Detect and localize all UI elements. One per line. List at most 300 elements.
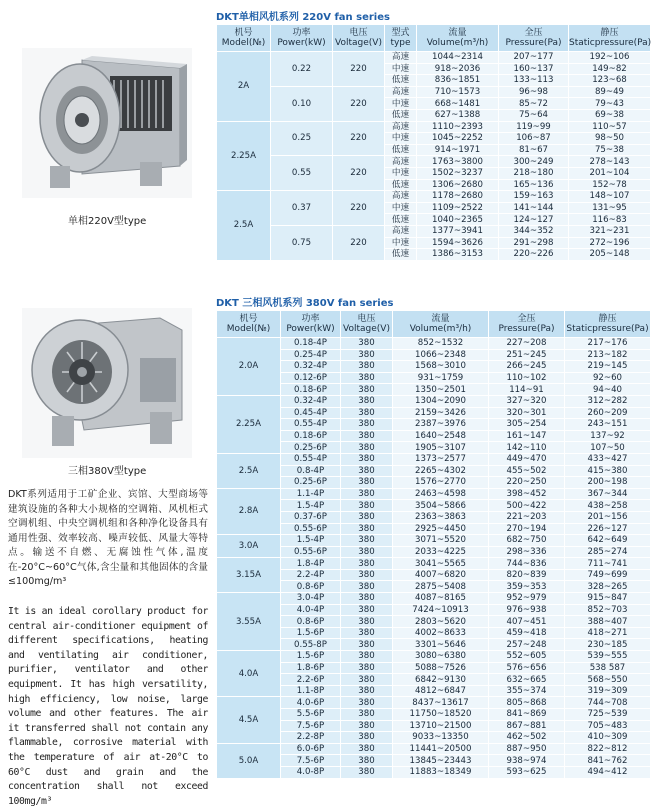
static-pressure-cell: 319~309 — [565, 685, 651, 697]
pressure-cell: 291~298 — [499, 237, 569, 249]
table-row — [217, 627, 651, 639]
static-pressure-cell: 272~196 — [569, 237, 651, 249]
static-pressure-cell: 201~104 — [569, 167, 651, 179]
power-cell: 1.1-8P — [281, 685, 341, 697]
table-row — [217, 361, 651, 373]
volume-cell: 1040~2365 — [417, 214, 499, 226]
voltage-cell: 380 — [341, 674, 393, 686]
static-pressure-cell: 260~209 — [565, 407, 651, 419]
volume-cell: 1066~2348 — [393, 349, 489, 361]
type-cell: 高速 — [385, 86, 417, 98]
volume-cell: 2925~4450 — [393, 523, 489, 535]
volume-cell: 11883~18349 — [393, 766, 489, 778]
table-row — [217, 569, 651, 581]
description-english: It is an ideal corollary product for central air-conditioner equipment of different specifications, heating and ventilating air conditioner, purifier, ventilator and other equipment. It has high versatility, high efficiency, low noise, large volume and other features. The air it transferred shall not contain any flammable, corrosive material with the temperature of air at-20°C to 60°C dust and grain and the concentration shall not exceed 100mg/m³ — [8, 606, 208, 807]
power-cell: 0.75 — [271, 225, 333, 260]
column-header: 机号 Model(№) — [217, 311, 281, 338]
static-pressure-cell: 367~344 — [565, 488, 651, 500]
pressure-cell: 270~194 — [489, 523, 565, 535]
column-header: 型式 type — [385, 25, 417, 52]
volume-cell: 1386~3153 — [417, 249, 499, 261]
volume-cell: 2363~3863 — [393, 511, 489, 523]
voltage-cell: 380 — [341, 523, 393, 535]
static-pressure-cell: 438~258 — [565, 500, 651, 512]
volume-cell: 1640~2548 — [393, 430, 489, 442]
power-cell: 1.5-6P — [281, 651, 341, 663]
power-cell: 0.55-6P — [281, 523, 341, 535]
power-cell: 0.37-6P — [281, 511, 341, 523]
pressure-cell: 407~451 — [489, 616, 565, 628]
static-pressure-cell: 822~812 — [565, 743, 651, 755]
voltage-cell: 380 — [341, 488, 393, 500]
volume-cell: 5088~7526 — [393, 662, 489, 674]
voltage-cell: 380 — [341, 477, 393, 489]
table-row — [217, 674, 651, 686]
voltage-cell: 380 — [341, 465, 393, 477]
volume-cell: 1304~2090 — [393, 395, 489, 407]
table-row — [217, 86, 651, 98]
pressure-cell: 320~301 — [489, 407, 565, 419]
pressure-cell: 298~336 — [489, 546, 565, 558]
power-cell: 0.32-4P — [281, 395, 341, 407]
volume-cell: 9033~13350 — [393, 732, 489, 744]
static-pressure-cell: 749~699 — [565, 569, 651, 581]
voltage-cell: 220 — [333, 86, 385, 121]
pressure-cell: 327~320 — [489, 395, 565, 407]
pressure-cell: 938~974 — [489, 755, 565, 767]
volume-cell: 931~1759 — [393, 372, 489, 384]
pressure-cell: 398~452 — [489, 488, 565, 500]
pressure-cell: 552~605 — [489, 651, 565, 663]
volume-cell: 2159~3426 — [393, 407, 489, 419]
static-pressure-cell: 75~38 — [569, 144, 651, 156]
table-row — [217, 349, 651, 361]
voltage-cell: 380 — [341, 569, 393, 581]
pressure-cell: 220~226 — [499, 249, 569, 261]
power-cell: 2.2-4P — [281, 569, 341, 581]
type-cell: 高速 — [385, 52, 417, 64]
static-pressure-cell: 192~106 — [569, 52, 651, 64]
type-cell: 高速 — [385, 191, 417, 203]
voltage-cell: 380 — [341, 453, 393, 465]
model-cell: 3.15A — [217, 558, 281, 593]
model-cell: 2.5A — [217, 453, 281, 488]
table-row — [217, 372, 651, 384]
volume-cell: 1110~2393 — [417, 121, 499, 133]
volume-cell: 1502~3237 — [417, 167, 499, 179]
type-cell: 低速 — [385, 249, 417, 261]
three-phase-spec-table — [216, 310, 651, 779]
three-phase-table-title: DKT 三相风机系列 380V fan series — [216, 298, 394, 309]
table-row — [217, 488, 651, 500]
static-pressure-cell: 89~49 — [569, 86, 651, 98]
table-row — [217, 755, 651, 767]
column-header: 功率 Power(kW) — [271, 25, 333, 52]
power-cell: 0.10 — [271, 86, 333, 121]
power-cell: 6.0-6P — [281, 743, 341, 755]
voltage-cell: 380 — [341, 766, 393, 778]
volume-cell: 7424~10913 — [393, 604, 489, 616]
static-pressure-cell: 568~550 — [565, 674, 651, 686]
static-pressure-cell: 278~143 — [569, 156, 651, 168]
table-row — [217, 338, 651, 350]
voltage-cell: 380 — [341, 662, 393, 674]
model-cell: 5.0A — [217, 743, 281, 778]
table-row — [217, 191, 651, 203]
volume-cell: 1763~3800 — [417, 156, 499, 168]
volume-cell: 1045~2252 — [417, 133, 499, 145]
model-cell: 2A — [217, 52, 271, 122]
power-cell: 0.18-6P — [281, 430, 341, 442]
model-cell: 3.0A — [217, 535, 281, 558]
volume-cell: 2265~4302 — [393, 465, 489, 477]
volume-cell: 1350~2501 — [393, 384, 489, 396]
type-cell: 低速 — [385, 109, 417, 121]
voltage-cell: 380 — [341, 720, 393, 732]
static-pressure-cell: 321~231 — [569, 225, 651, 237]
power-cell: 2.2-8P — [281, 732, 341, 744]
table-row — [217, 453, 651, 465]
table-row — [217, 639, 651, 651]
pressure-cell: 459~418 — [489, 627, 565, 639]
volume-cell: 11750~18520 — [393, 709, 489, 721]
power-cell: 5.5-6P — [281, 709, 341, 721]
single-phase-fan-photo — [22, 48, 192, 198]
static-pressure-cell: 149~82 — [569, 63, 651, 75]
volume-cell: 4087~8165 — [393, 593, 489, 605]
pressure-cell: 305~254 — [489, 419, 565, 431]
type-cell: 中速 — [385, 167, 417, 179]
power-cell: 1.5-6P — [281, 627, 341, 639]
table-row — [217, 500, 651, 512]
voltage-cell: 380 — [341, 627, 393, 639]
power-cell: 0.37 — [271, 191, 333, 226]
static-pressure-cell: 328~265 — [565, 581, 651, 593]
pressure-cell: 75~64 — [499, 109, 569, 121]
power-cell: 0.8-4P — [281, 465, 341, 477]
pressure-cell: 632~665 — [489, 674, 565, 686]
volume-cell: 1373~2577 — [393, 453, 489, 465]
table-row — [217, 546, 651, 558]
power-cell: 1.5-4P — [281, 500, 341, 512]
pressure-cell: 300~249 — [499, 156, 569, 168]
three-phase-caption: 三相380V型type — [68, 466, 147, 477]
volume-cell: 3080~6380 — [393, 651, 489, 663]
voltage-cell: 380 — [341, 732, 393, 744]
column-header: 静压 Staticpressure(Pa) — [565, 311, 651, 338]
voltage-cell: 380 — [341, 535, 393, 547]
pressure-cell: 593~625 — [489, 766, 565, 778]
type-cell: 中速 — [385, 98, 417, 110]
table-row — [217, 616, 651, 628]
table-row — [217, 225, 651, 237]
static-pressure-cell: 415~380 — [565, 465, 651, 477]
model-cell: 2.5A — [217, 191, 271, 261]
static-pressure-cell: 539~555 — [565, 651, 651, 663]
power-cell: 1.8-4P — [281, 558, 341, 570]
voltage-cell: 220 — [333, 121, 385, 156]
column-header: 功率 Power(kW) — [281, 311, 341, 338]
table-row — [217, 442, 651, 454]
power-cell: 0.12-6P — [281, 372, 341, 384]
type-cell: 中速 — [385, 133, 417, 145]
power-cell: 4.0-6P — [281, 697, 341, 709]
pressure-cell: 744~836 — [489, 558, 565, 570]
voltage-cell: 380 — [341, 709, 393, 721]
power-cell: 0.55-6P — [281, 546, 341, 558]
table-row — [217, 581, 651, 593]
static-pressure-cell: 205~148 — [569, 249, 651, 261]
pressure-cell: 220~250 — [489, 477, 565, 489]
model-cell: 2.8A — [217, 488, 281, 534]
volume-cell: 852~1532 — [393, 338, 489, 350]
pressure-cell: 359~353 — [489, 581, 565, 593]
pressure-cell: 159~163 — [499, 191, 569, 203]
volume-cell: 918~2036 — [417, 63, 499, 75]
volume-cell: 2875~5408 — [393, 581, 489, 593]
type-cell: 高速 — [385, 225, 417, 237]
voltage-cell: 220 — [333, 52, 385, 87]
power-cell: 0.25-6P — [281, 442, 341, 454]
power-cell: 0.55 — [271, 156, 333, 191]
pressure-cell: 160~137 — [499, 63, 569, 75]
power-cell: 0.32-4P — [281, 361, 341, 373]
pressure-cell: 462~502 — [489, 732, 565, 744]
model-cell: 2.0A — [217, 338, 281, 396]
static-pressure-cell: 69~38 — [569, 109, 651, 121]
static-pressure-cell: 79~43 — [569, 98, 651, 110]
pressure-cell: 85~72 — [499, 98, 569, 110]
table-row — [217, 651, 651, 663]
power-cell: 1.5-4P — [281, 535, 341, 547]
table-row — [217, 685, 651, 697]
volume-cell: 1178~2680 — [417, 191, 499, 203]
static-pressure-cell: 915~847 — [565, 593, 651, 605]
pressure-cell: 119~99 — [499, 121, 569, 133]
single-phase-caption: 单相220V型type — [68, 216, 147, 227]
static-pressure-cell: 494~412 — [565, 766, 651, 778]
pressure-cell: 805~868 — [489, 697, 565, 709]
static-pressure-cell: 98~50 — [569, 133, 651, 145]
pressure-cell: 449~470 — [489, 453, 565, 465]
volume-cell: 1044~2314 — [417, 52, 499, 64]
static-pressure-cell: 418~271 — [565, 627, 651, 639]
table-row — [217, 697, 651, 709]
volume-cell: 2803~5620 — [393, 616, 489, 628]
table-row — [217, 662, 651, 674]
volume-cell: 4812~6847 — [393, 685, 489, 697]
voltage-cell: 380 — [341, 743, 393, 755]
power-cell: 1.8-6P — [281, 662, 341, 674]
static-pressure-cell: 705~483 — [565, 720, 651, 732]
model-cell: 2.25A — [217, 395, 281, 453]
type-cell: 高速 — [385, 156, 417, 168]
pressure-cell: 218~180 — [499, 167, 569, 179]
power-cell: 0.25 — [271, 121, 333, 156]
volume-cell: 11441~20500 — [393, 743, 489, 755]
type-cell: 中速 — [385, 202, 417, 214]
description-chinese: DKT系列适用于工矿企业、宾馆、大型商场等建筑设施的各种大小规格的空调箱、风机柜式空调机组、中央空调机组和各种净化设备具有通用性强、效率较高、噪声较低、风量大等特点。输送不自燃、无腐蚀性气体,温度在-20°C~60°C气体,含尘量和其他固体的含量≤100mg/m³ — [8, 489, 208, 587]
voltage-cell: 220 — [333, 225, 385, 260]
volume-cell: 1109~2522 — [417, 202, 499, 214]
volume-cell: 836~1851 — [417, 75, 499, 87]
table-row — [217, 523, 651, 535]
power-cell: 3.0-4P — [281, 593, 341, 605]
volume-cell: 6842~9130 — [393, 674, 489, 686]
volume-cell: 1594~3626 — [417, 237, 499, 249]
voltage-cell: 380 — [341, 593, 393, 605]
voltage-cell: 380 — [341, 372, 393, 384]
model-cell: 2.25A — [217, 121, 271, 191]
voltage-cell: 380 — [341, 500, 393, 512]
voltage-cell: 380 — [341, 651, 393, 663]
column-header: 流量 Volume(m³/h) — [417, 25, 499, 52]
static-pressure-cell: 410~309 — [565, 732, 651, 744]
pressure-cell: 867~881 — [489, 720, 565, 732]
static-pressure-cell: 219~145 — [565, 361, 651, 373]
volume-cell: 710~1573 — [417, 86, 499, 98]
voltage-cell: 380 — [341, 384, 393, 396]
table-row — [217, 593, 651, 605]
pressure-cell: 266~245 — [489, 361, 565, 373]
type-cell: 中速 — [385, 63, 417, 75]
voltage-cell: 220 — [333, 156, 385, 191]
column-header: 电压 Voltage(V) — [341, 311, 393, 338]
volume-cell: 2387~3976 — [393, 419, 489, 431]
pressure-cell: 110~102 — [489, 372, 565, 384]
pressure-cell: 257~248 — [489, 639, 565, 651]
voltage-cell: 380 — [341, 361, 393, 373]
voltage-cell: 380 — [341, 442, 393, 454]
column-header: 全压 Pressure(Pa) — [499, 25, 569, 52]
power-cell: 0.8-6P — [281, 616, 341, 628]
pressure-cell: 124~127 — [499, 214, 569, 226]
power-cell: 0.18-4P — [281, 338, 341, 350]
column-header: 静压 Staticpressure(Pa) — [569, 25, 651, 52]
column-header: 机号 Model(№) — [217, 25, 271, 52]
power-cell: 1.1-4P — [281, 488, 341, 500]
static-pressure-cell: 107~50 — [565, 442, 651, 454]
volume-cell: 8437~13617 — [393, 697, 489, 709]
type-cell: 高速 — [385, 121, 417, 133]
voltage-cell: 380 — [341, 616, 393, 628]
table-row — [217, 407, 651, 419]
static-pressure-cell: 201~156 — [565, 511, 651, 523]
pressure-cell: 142~110 — [489, 442, 565, 454]
power-cell: 0.45-4P — [281, 407, 341, 419]
model-cell: 3.55A — [217, 593, 281, 651]
volume-cell: 914~1971 — [417, 144, 499, 156]
pressure-cell: 161~147 — [489, 430, 565, 442]
volume-cell: 3301~5646 — [393, 639, 489, 651]
column-header: 流量 Volume(m³/h) — [393, 311, 489, 338]
volume-cell: 4002~8633 — [393, 627, 489, 639]
voltage-cell: 380 — [341, 395, 393, 407]
static-pressure-cell: 217~176 — [565, 338, 651, 350]
voltage-cell: 380 — [341, 755, 393, 767]
pressure-cell: 81~67 — [499, 144, 569, 156]
voltage-cell: 220 — [333, 191, 385, 226]
static-pressure-cell: 226~127 — [565, 523, 651, 535]
power-cell: 7.5-6P — [281, 720, 341, 732]
pressure-cell: 133~113 — [499, 75, 569, 87]
type-cell: 中速 — [385, 237, 417, 249]
table-row — [217, 156, 651, 168]
static-pressure-cell: 852~703 — [565, 604, 651, 616]
static-pressure-cell: 131~95 — [569, 202, 651, 214]
three-phase-fan-photo — [22, 308, 192, 458]
pressure-cell: 106~87 — [499, 133, 569, 145]
power-cell: 4.0-8P — [281, 766, 341, 778]
pressure-cell: 141~144 — [499, 202, 569, 214]
static-pressure-cell: 642~649 — [565, 535, 651, 547]
power-cell: 7.5-6P — [281, 755, 341, 767]
static-pressure-cell: 213~182 — [565, 349, 651, 361]
voltage-cell: 380 — [341, 338, 393, 350]
static-pressure-cell: 711~741 — [565, 558, 651, 570]
table-row — [217, 535, 651, 547]
single-phase-table-title: DKT单相风机系列 220V fan series — [216, 12, 390, 23]
voltage-cell: 380 — [341, 430, 393, 442]
static-pressure-cell: 152~78 — [569, 179, 651, 191]
static-pressure-cell: 243~151 — [565, 419, 651, 431]
voltage-cell: 380 — [341, 407, 393, 419]
type-cell: 低速 — [385, 179, 417, 191]
volume-cell: 2033~4225 — [393, 546, 489, 558]
pressure-cell: 976~938 — [489, 604, 565, 616]
pressure-cell: 887~950 — [489, 743, 565, 755]
volume-cell: 627~1388 — [417, 109, 499, 121]
static-pressure-cell: 841~762 — [565, 755, 651, 767]
volume-cell: 668~1481 — [417, 98, 499, 110]
pressure-cell: 576~656 — [489, 662, 565, 674]
pressure-cell: 682~750 — [489, 535, 565, 547]
table-row — [217, 766, 651, 778]
column-header: 电压 Voltage(V) — [333, 25, 385, 52]
table-row — [217, 511, 651, 523]
pressure-cell: 820~839 — [489, 569, 565, 581]
pressure-cell: 96~98 — [499, 86, 569, 98]
pressure-cell: 227~208 — [489, 338, 565, 350]
pressure-cell: 251~245 — [489, 349, 565, 361]
single-phase-spec-table — [216, 24, 651, 261]
pressure-cell: 221~203 — [489, 511, 565, 523]
power-cell: 0.55-8P — [281, 639, 341, 651]
table-row — [217, 419, 651, 431]
pressure-cell: 455~502 — [489, 465, 565, 477]
power-cell: 0.18-6P — [281, 384, 341, 396]
power-cell: 0.55-4P — [281, 419, 341, 431]
volume-cell: 13710~21500 — [393, 720, 489, 732]
voltage-cell: 380 — [341, 685, 393, 697]
static-pressure-cell: 285~274 — [565, 546, 651, 558]
power-cell: 0.25-6P — [281, 477, 341, 489]
static-pressure-cell: 148~107 — [569, 191, 651, 203]
power-cell: 0.55-4P — [281, 453, 341, 465]
voltage-cell: 380 — [341, 604, 393, 616]
power-cell: 4.0-4P — [281, 604, 341, 616]
table-row — [217, 743, 651, 755]
pressure-cell: 355~374 — [489, 685, 565, 697]
static-pressure-cell: 538 587 — [565, 662, 651, 674]
static-pressure-cell: 725~539 — [565, 709, 651, 721]
table-row — [217, 709, 651, 721]
table-row — [217, 52, 651, 64]
static-pressure-cell: 312~282 — [565, 395, 651, 407]
table-row — [217, 465, 651, 477]
volume-cell: 3071~5520 — [393, 535, 489, 547]
type-cell: 低速 — [385, 144, 417, 156]
